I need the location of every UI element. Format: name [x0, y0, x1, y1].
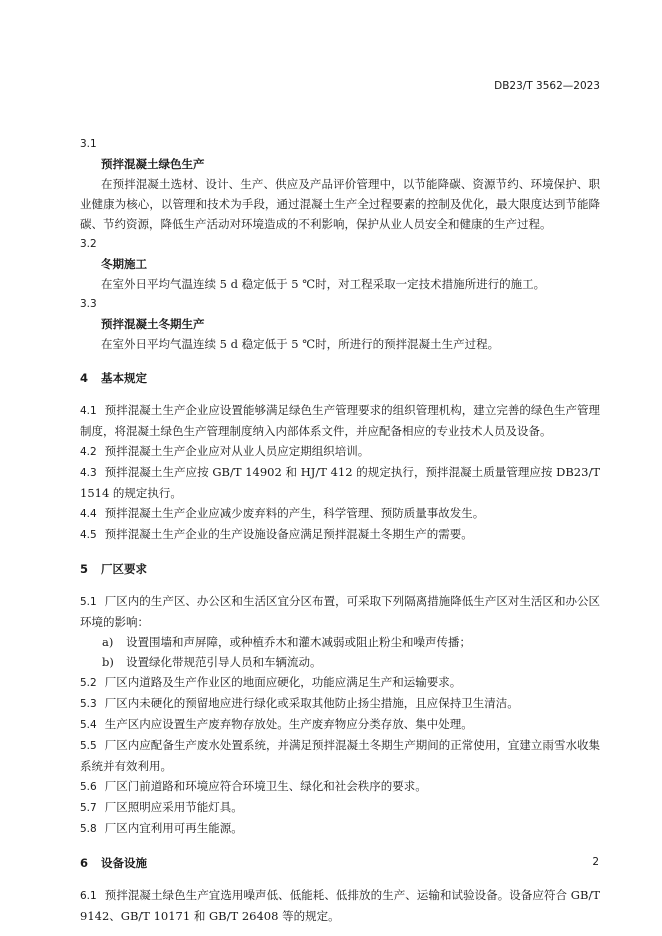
clause-text: 厂区门前道路和环境应符合环境卫生、绿化和社会秩序的要求。 [104, 779, 427, 793]
clause-text: 厂区内的生产区、办公区和生活区宜分区布置，可采取下列隔离措施降低生产区对生活区和办公区环境的影响： [80, 594, 600, 629]
section-heading [80, 853, 600, 873]
clause-text: 预拌混凝土生产企业应减少废弃料的产生，科学管理、预防质量事故发生。 [104, 506, 485, 520]
page-body [80, 134, 600, 926]
clause-text: 生产区内应设置生产废弃物存放处。生产废弃物应分类存放、集中处理。 [104, 717, 473, 731]
term-number: 3.1 [80, 138, 97, 150]
section-title: 基本规定 [101, 371, 147, 385]
section-title: 设备设施 [101, 856, 147, 870]
term-title: 预拌混凝土绿色生产 [101, 157, 205, 171]
clause-number: 6.1 [80, 890, 97, 902]
term-number: 3.2 [80, 238, 97, 250]
term-title: 冬期施工 [101, 257, 147, 271]
clause-number: 5.5 [80, 740, 97, 752]
clause-text: 预拌混凝土绿色生产宜选用噪声低、低能耗、低排放的生产、运输和试验设备。设备应符合 GB/T 9142、GB/T 10171 和 GB/T 26408 等的规定。 [80, 888, 600, 923]
clause-number: 4.1 [80, 405, 97, 417]
clause [80, 797, 600, 818]
document-code: DB23/T 3562—2023 [494, 80, 600, 92]
clause-text: 预拌混凝土生产企业应对从业人员应定期组织培训。 [104, 444, 370, 458]
clause-text: 厂区内应配备生产废水处置系统，并满足预拌混凝土冬期生产期间的正常使用，宜建立雨雪水收集系统并有效利用。 [80, 738, 600, 773]
clause [80, 462, 600, 503]
section-number: 4 [80, 371, 89, 385]
term-number: 3.3 [80, 298, 97, 310]
clause [80, 818, 600, 839]
clause-text: 厂区内宜利用可再生能源。 [104, 821, 243, 835]
clause-text: 厂区照明应采用节能灯具。 [104, 800, 243, 814]
clause [80, 524, 600, 545]
clause-number: 4.2 [80, 446, 97, 458]
clause-number: 5.1 [80, 596, 97, 608]
term-definition: 在室外日平均气温连续 5 d 稳定低于 5 ℃时，对工程采取一定技术措施所进行的施工。 [101, 277, 546, 291]
sub-item [80, 652, 600, 672]
clause-number: 5.2 [80, 677, 97, 689]
clause-number: 5.8 [80, 823, 97, 835]
clause [80, 591, 600, 632]
clause-number: 4.4 [80, 508, 97, 520]
clause-number: 5.4 [80, 719, 97, 731]
clause [80, 735, 600, 776]
clause-number: 5.3 [80, 698, 97, 710]
clause-number: 4.5 [80, 529, 97, 541]
page-number: 2 [592, 856, 599, 868]
clause [80, 693, 600, 714]
section-heading [80, 368, 600, 388]
sub-item-label: b) [102, 655, 114, 669]
clause-text: 厂区内道路及生产作业区的地面应硬化，功能应满足生产和运输要求。 [104, 675, 462, 689]
term-title: 预拌混凝土冬期生产 [101, 317, 205, 331]
section-number: 5 [80, 562, 89, 576]
clause [80, 776, 600, 797]
sub-item-text: 设置绿化带规范引导人员和车辆流动。 [126, 655, 322, 669]
section-title: 厂区要求 [101, 562, 147, 576]
term-definition: 在预拌混凝土选材、设计、生产、供应及产品评价管理中，以节能降碳、资源节约、环境保护、职业健康为核心，以管理和技术为手段，通过混凝土生产全过程要素的控制及优化，最大限度达到节能降碳、节约资源，降低生产活动对环境造成的不利影响，保护从业人员安全和健康的生产过程。 [80, 177, 600, 231]
clause [80, 714, 600, 735]
clause [80, 400, 600, 441]
clause-text: 预拌混凝土生产应按 GB/T 14902 和 HJ/T 412 的规定执行，预拌混凝土质量管理应按 DB23/T 1514 的规定执行。 [80, 465, 600, 500]
clause [80, 503, 600, 524]
clause [80, 441, 600, 462]
sub-item [80, 632, 600, 652]
clause-text: 厂区内未硬化的预留地应进行绿化或采取其他防止扬尘措施，且应保持卫生清洁。 [104, 696, 519, 710]
clause-number: 4.3 [80, 467, 97, 479]
section-number: 6 [80, 856, 89, 870]
clause [80, 672, 600, 693]
clause-number: 5.7 [80, 802, 97, 814]
clause-text: 预拌混凝土生产企业的生产设施设备应满足预拌混凝土冬期生产的需要。 [104, 527, 473, 541]
section-heading [80, 559, 600, 579]
term-definition: 在室外日平均气温连续 5 d 稳定低于 5 ℃时，所进行的预拌混凝土生产过程。 [101, 337, 500, 351]
sub-item-label: a) [102, 635, 114, 649]
clause-number: 5.6 [80, 781, 97, 793]
clause [80, 885, 600, 926]
clause-text: 预拌混凝土生产企业应设置能够满足绿色生产管理要求的组织管理机构，建立完善的绿色生产管理制度，将混凝土绿色生产管理制度纳入内部体系文件，并应配备相应的专业技术人员及设备。 [80, 403, 600, 438]
sub-item-text: 设置围墙和声屏障，或种植乔木和灌木减弱或阻止粉尘和噪声传播； [126, 635, 471, 649]
